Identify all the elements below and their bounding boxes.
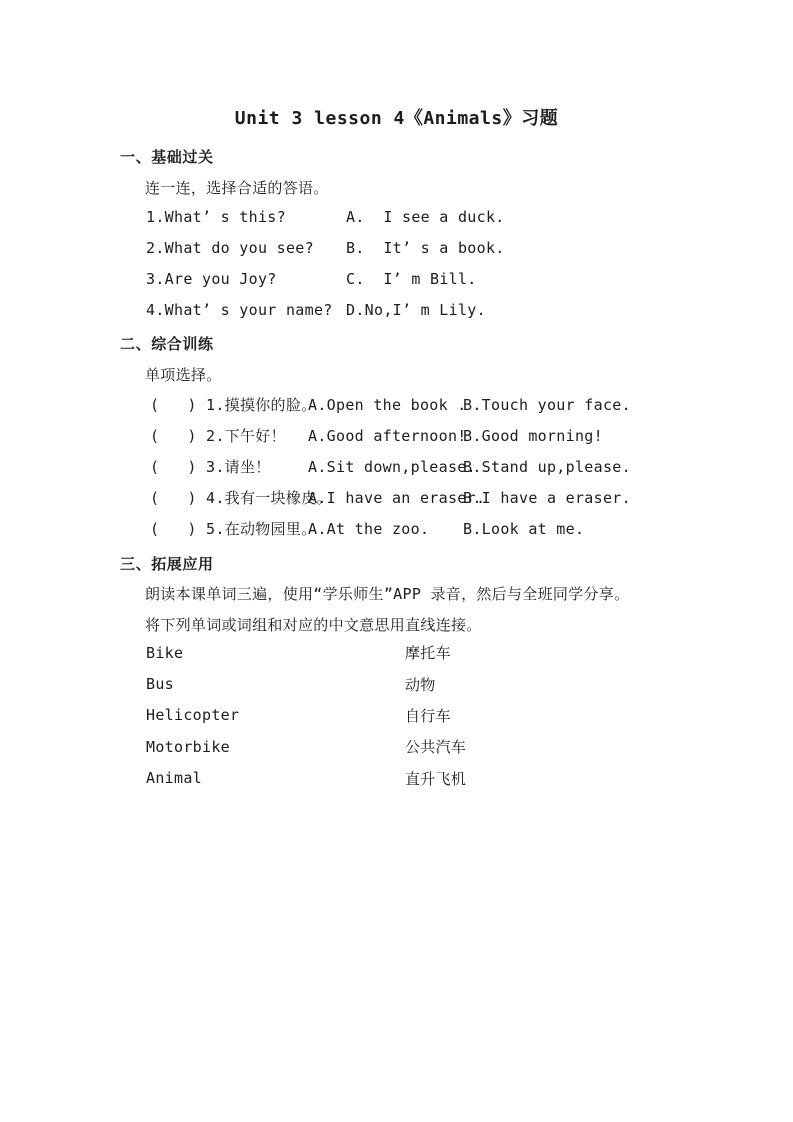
section1-heading: 一、基础过关 [120,148,214,166]
choice-list [150,389,631,544]
matching-row [146,201,505,232]
section2-instruction: 单项选择。 [145,366,222,384]
word-chinese: 公共汽车 [405,738,467,757]
matching-row [146,294,505,325]
matching-answer: A. I see a duck. [346,207,505,226]
page-title: Unit 3 lesson 4《Animals》习题 [234,108,559,129]
choice-row [150,389,631,420]
word-match-row [146,731,466,762]
choice-option-a: A.Good afternoon! [308,426,467,445]
word-english: Bike [146,643,184,662]
choice-stem: ( ) 4.我有一块橡皮。 [150,489,332,507]
choice-option-b: B.Look at me. [463,519,585,538]
word-english: Helicopter [146,706,240,725]
word-chinese: 直升飞机 [405,769,467,788]
word-chinese: 自行车 [405,706,451,725]
choice-option-b: B.Stand up,please. [463,457,631,476]
word-chinese: 摩托车 [405,644,451,663]
choice-option-a: A.I have an eraser. [308,488,486,507]
choice-row [150,451,631,482]
section3-instruction-1: 朗读本课单词三遍，使用“学乐师生”APP 录音，然后与全班同学分享。 [145,585,630,603]
matching-row [146,232,505,263]
choice-stem: ( ) 5.在动物园里。 [150,520,317,538]
choice-option-b: B.Touch your face. [463,395,631,414]
choice-option-a: A.Sit down,please. [308,457,476,476]
choice-row [150,420,631,451]
choice-option-a: A.At the zoo. [308,519,430,538]
matching-question: 3.Are you Joy? [146,269,277,288]
choice-stem: ( ) 1.摸摸你的脸。 [150,396,317,414]
matching-answer: D.No,I’ m Lily. [346,300,486,319]
section2-heading: 二、综合训练 [120,335,214,353]
choice-stem: ( ) 3.请坐！ [150,458,271,476]
word-chinese: 动物 [405,675,436,694]
matching-list [146,201,505,325]
matching-answer: B. It’ s a book. [346,238,505,257]
word-match-row [146,763,466,794]
matching-row [146,263,505,294]
word-english: Bus [146,675,174,694]
word-match-row [146,700,466,731]
word-match-list [146,637,466,794]
section3-heading: 三、拓展应用 [120,555,214,573]
section1-instruction: 连一连，选择合适的答语。 [145,179,329,197]
section3-instruction-2: 将下列单词或词组和对应的中文意思用直线连接。 [145,616,482,634]
matching-question: 4.What’ s your name? [146,300,333,319]
choice-option-b: B.Good morning! [463,426,603,445]
choice-option-b: B.I have a eraser. [463,488,631,507]
word-match-row [146,668,466,699]
choice-stem: ( ) 2.下午好！ [150,427,286,445]
choice-option-a: A.Open the book . [308,395,467,414]
matching-question: 1.What’ s this? [146,207,286,226]
choice-row [150,482,631,513]
choice-row [150,513,631,544]
word-english: Motorbike [146,737,230,756]
word-match-row [146,637,466,668]
word-english: Animal [146,769,202,788]
matching-question: 2.What do you see? [146,238,314,257]
matching-answer: C. I’ m Bill. [346,269,477,288]
